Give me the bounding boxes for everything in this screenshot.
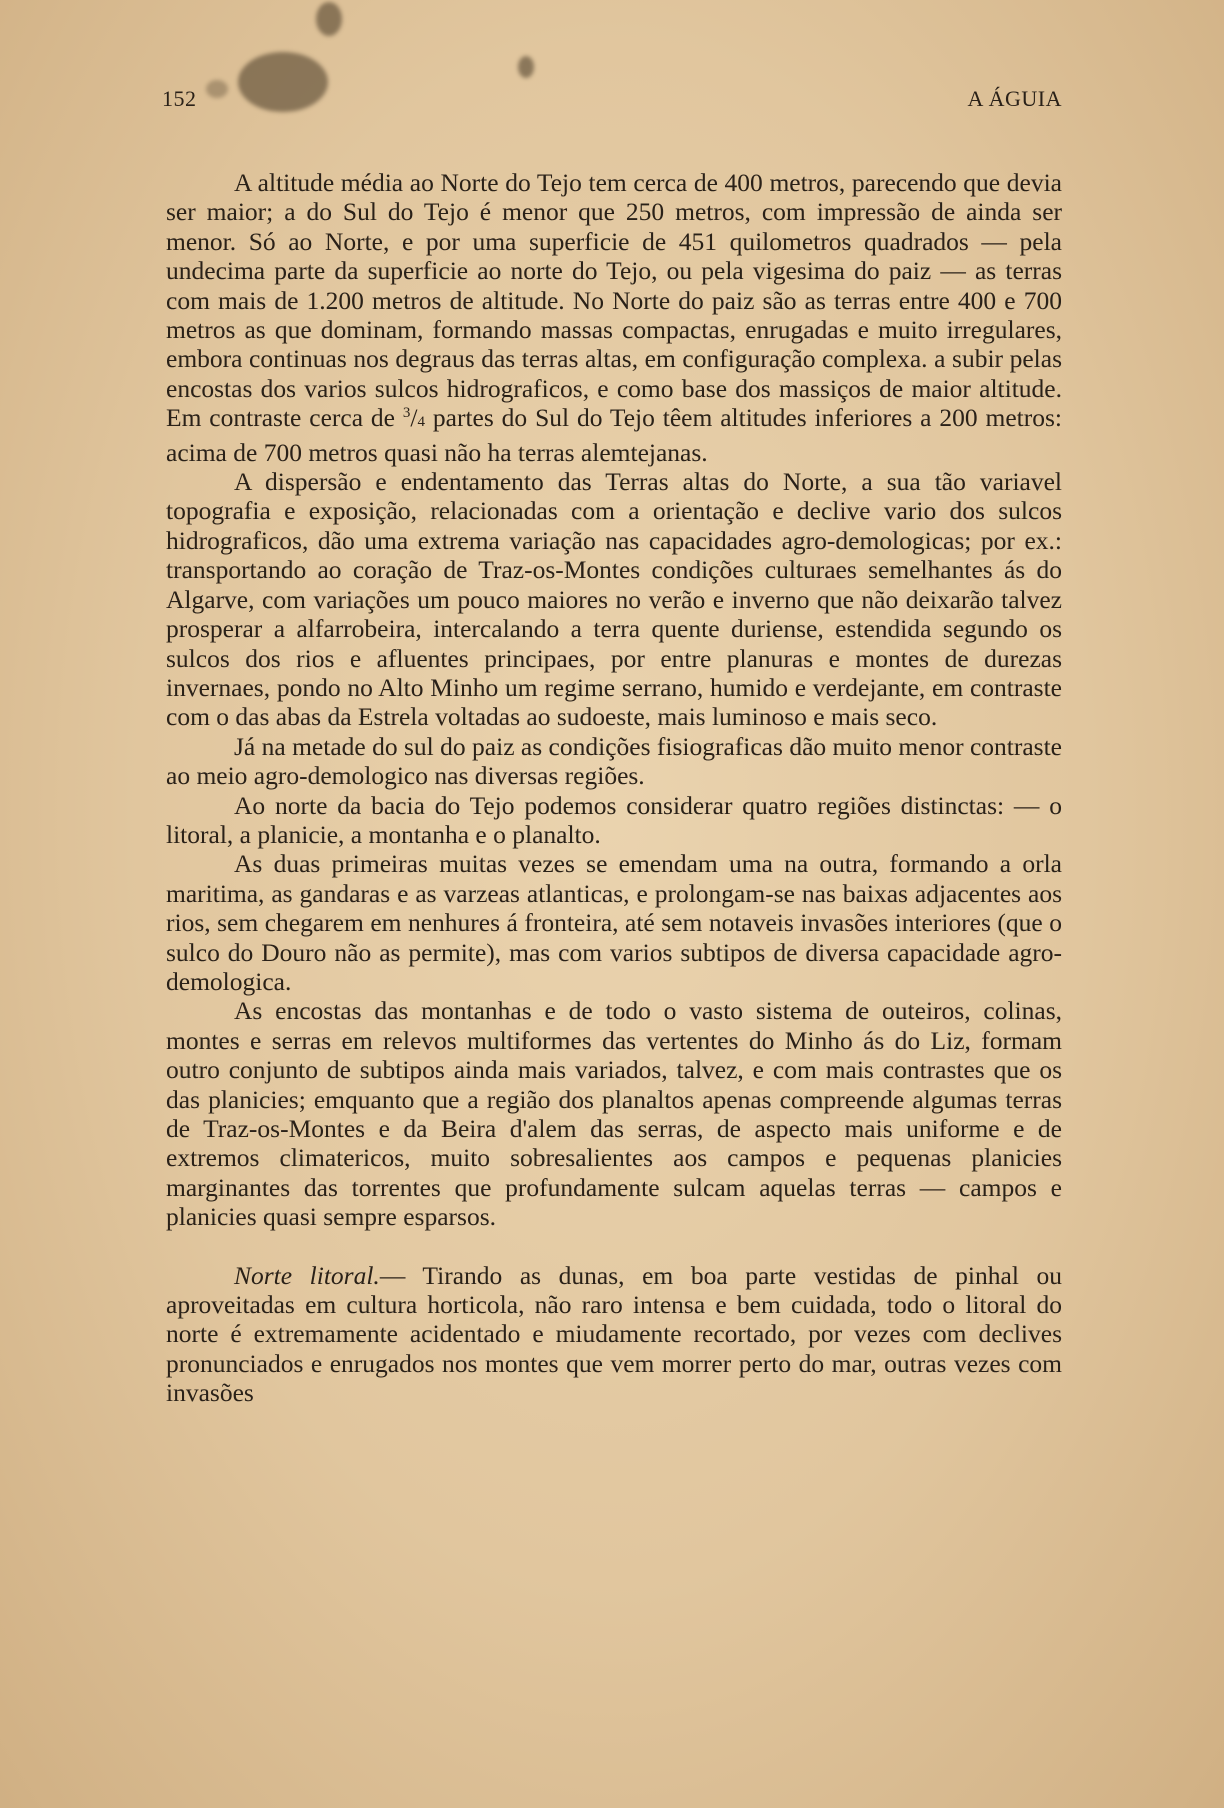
fraction-denominator: 4 — [417, 414, 425, 431]
section-text: — Tirando as dunas, em boa parte vestidas de pinhal ou aproveitadas em cultura horticola, não raro intensa e bem cuidada, todo o litoral do norte é extremamente acidentado e miudamente recortado, por vezes com declives pronunciados e enrugados nos montes que vem morrer perto do mar, outras vezes com invasões — [166, 1260, 1062, 1408]
paragraph: A dispersão e endentamento das Terras altas do Norte, a sua tão variavel topografia e exposição, relacionadas com a orientação e declive vario dos sulcos hidrograficos, dão uma extrema variação nas capacidades agro-demologicas; por ex.: transportando ao coração de Traz-os-Montes condições culturaes semelhantes ás do Algarve, com variações um pouco maiores no verão e inverno que não deixarão talvez prosperar a alfarrobeira, intercalando a terra quente duriense, estendida segundo os sulcos dos rios e afluentes principaes, por entre planuras e montes de durezas invernaes, pondo no Alto Minho um regime serrano, humido e verdejante, em contraste com o das abas da Estrela voltadas ao sudoeste, mais luminoso e mais seco. — [166, 467, 1062, 732]
page-number: 152 — [162, 86, 197, 111]
running-title: A ÁGUIA — [967, 86, 1062, 111]
body-text — [166, 168, 1062, 1408]
paragraph: Já na metade do sul do paiz as condições fisiograficas dão muito menor contraste ao meio agro-demologico nas diversas regiões. — [166, 731, 1062, 791]
page-header — [162, 86, 1062, 116]
paragraph: Ao norte da bacia do Tejo podemos considerar quatro regiões distinctas: — o litoral, a planicie, a montanha e o planalto. — [166, 790, 1062, 849]
paragraph: As duas primeiras muitas vezes se emendam uma na outra, formando a orla maritima, as gandaras e as varzeas atlanticas, e prolongam-se nas baixas adjacentes aos rios, sem chegarem em nenhures á fronteira, até sem notaveis invasões interiores (que o sulco do Douro não as permite), mas com varios subtipos de diversa capacidade agro-demologica. — [166, 849, 1062, 996]
ink-stain — [518, 56, 534, 78]
contrast-sentence-end: partes do Sul do Tejo têem altitudes inferiores a 200 metros: acima de 700 metros quasi não ha terras alemtejanas. — [166, 403, 1062, 467]
paragraph: A altitude média ao Norte do Tejo tem cerca de 400 metros, parecendo que devia ser maior; a do Sul do Tejo é menor que 250 metros, com impressão de ainda ser menor. Só ao Norte, e por uma superficie de 451 quilometros quadrados — pela undecima parte da superficie ao norte do Tejo, ou pela vigesima do paiz — as terras com mais de 1.200 metros de altitude. No Norte do paiz são as terras entre 400 e 700 metros as que dominam, formando massas compactas, enrugadas e muito irregulares, embora continuas nos degraus das terras altas, em configuração complexa. a subir pelas encostas dos varios sulcos hidrograficos, e como base dos massiços de maior altitude. Em contraste cerca de $^3$/4 partes do Sul do Tejo têem altitudes inferiores a 200 metros: acima de 700 metros quasi não ha terras alemtejanas. — [166, 168, 1062, 467]
contrast-sentence-start: Em contraste cerca de — [166, 403, 395, 433]
section-title: Norte litoral. — [234, 1260, 380, 1290]
section-paragraph — [166, 1261, 1062, 1408]
paragraph: As encostas das montanhas e de todo o vasto sistema de outeiros, colinas, montes e serras em relevos multiformes das vertentes do Minho ás do Liz, formam outro conjunto de subtipos ainda mais variados, talvez, e com mais contrastes que os das planicies; emquanto que a região dos planaltos apenas compreende algumas terras de Traz-os-Montes e da Beira d'alem das serras, de aspecto mais uniforme e de extremos climatericos, muito sobresalientes aos campos e pequenas planicies marginantes das torrentes que profundamente sulcam aquelas terras — campos e planicies quasi sempre esparsos. — [166, 996, 1062, 1232]
paragraph-text: A altitude média ao Norte do Tejo tem cerca de 400 metros, parecendo que devia ser maior; a do Sul do Tejo é menor que 250 metros, com impressão de ainda ser menor. Só ao Norte, e por uma superficie de 451 quilometros quadrados — pela undecima parte da superficie ao norte do Tejo, ou pela vigesima do paiz — as terras com mais de 1.200 metros de altitude. No Norte do paiz são as terras entre 400 e 700 metros as que dominam, formando massas compactas, enrugadas e muito irregulares, embora continuas nos degraus das terras altas, em configuração complexa. a subir pelas encostas dos varios sulcos hidrograficos, e como base dos massiços de maior altitude. — [166, 168, 1062, 403]
fraction-numerator: 3 — [402, 405, 411, 422]
ink-stain — [316, 2, 342, 36]
